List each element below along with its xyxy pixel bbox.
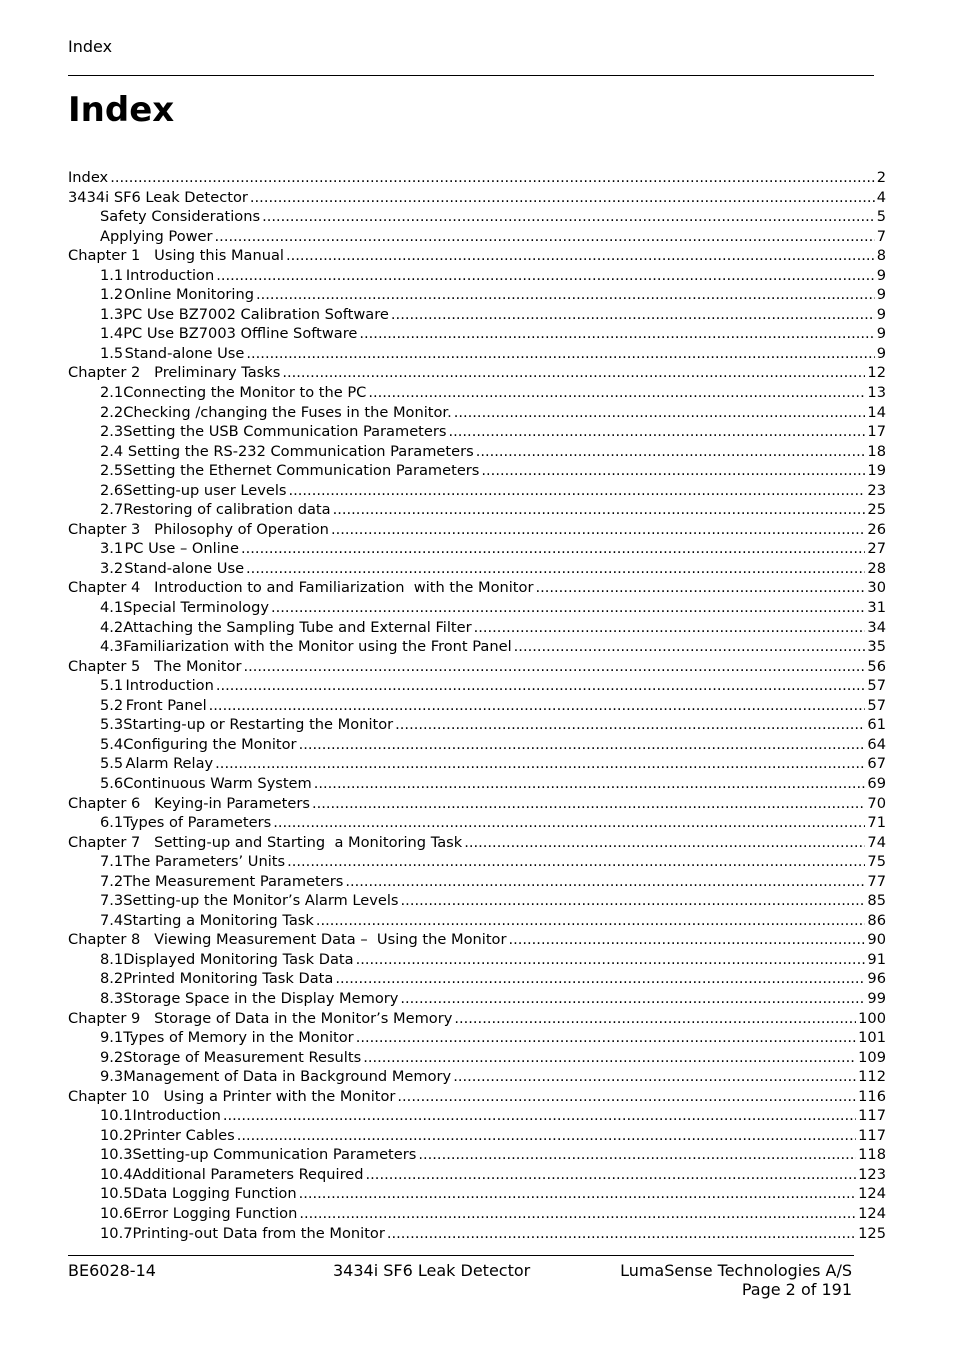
toc-entry[interactable] (68, 267, 886, 287)
toc-leader-dots (331, 521, 865, 538)
toc-entry[interactable] (68, 1088, 886, 1108)
toc-entry-number: 9.1 (100, 1029, 124, 1047)
toc-entry[interactable] (68, 599, 886, 619)
toc-entry-page: 9 (876, 305, 886, 323)
toc-entry-title: Chapter 3 Philosophy of Operation (68, 520, 329, 538)
toc-leader-dots (333, 501, 866, 518)
toc-leader-dots (464, 834, 865, 851)
toc-leader-dots (401, 892, 866, 909)
toc-entry-page: 64 (867, 735, 886, 753)
toc-entry-number: 8.1 (100, 950, 124, 968)
footer-page-label: Page 2 of 191 (741, 1280, 852, 1299)
toc-entry-title: Printing-out Data from the Monitor (132, 1224, 385, 1242)
toc-entry-number: 8.3 (100, 989, 124, 1007)
toc-leader-dots (262, 208, 875, 225)
toc-entry-number: 5.4 (100, 735, 124, 753)
toc-entry[interactable] (68, 853, 886, 873)
toc-entry[interactable] (68, 1068, 886, 1088)
toc-entry-title: Setting-up user Levels (123, 481, 287, 499)
toc-entry-title: Chapter 9 Storage of Data in the Monitor’s Memory (68, 1009, 453, 1027)
toc-entry[interactable] (68, 795, 886, 815)
toc-entry-page: 109 (858, 1048, 886, 1066)
toc-entry-title: Chapter 4 Introduction to and Familiarization with the Monitor (68, 579, 534, 597)
toc-entry[interactable] (68, 1205, 886, 1225)
toc-entry[interactable] (68, 306, 886, 326)
toc-entry-number: 1.4 (100, 325, 124, 343)
toc-entry-title: PC Use – Online (124, 540, 240, 558)
toc-entry-page: 8 (876, 247, 886, 265)
toc-entry-title: 3434i SF6 Leak Detector (68, 188, 248, 206)
toc-entry[interactable] (68, 775, 886, 795)
toc-leader-dots (237, 1127, 856, 1144)
toc-entry[interactable] (68, 1029, 886, 1049)
toc-entry[interactable] (68, 384, 886, 404)
toc-entry-number: 2.5 (100, 462, 124, 480)
toc-entry-number: 10.3 (100, 1146, 133, 1164)
toc-entry-page: 85 (867, 892, 886, 910)
toc-leader-dots (400, 990, 865, 1007)
toc-entry[interactable] (68, 521, 886, 541)
toc-entry[interactable] (68, 619, 886, 639)
toc-leader-dots (271, 599, 865, 616)
toc-entry-page: 118 (858, 1146, 886, 1164)
toc-entry-page: 30 (867, 579, 886, 597)
toc-entry-number: 7.3 (100, 892, 124, 910)
toc-entry[interactable] (68, 579, 886, 599)
toc-leader-dots (356, 951, 866, 968)
footer-right (560, 1261, 852, 1299)
toc-entry-title: The Parameters’ Units (123, 853, 286, 871)
toc-entry[interactable] (68, 423, 886, 443)
toc-entry-number: 7.1 (100, 853, 124, 871)
toc-entry-page: 4 (876, 188, 886, 206)
toc-entry-page: 5 (876, 208, 886, 226)
toc-leader-dots (418, 1146, 856, 1163)
toc-entry[interactable] (68, 462, 886, 482)
toc-entry[interactable] (68, 658, 886, 678)
toc-entry[interactable] (68, 1010, 886, 1030)
toc-leader-dots (454, 404, 866, 421)
toc-entry-number: 10.7 (100, 1224, 133, 1242)
toc-entry[interactable] (68, 892, 886, 912)
toc-entry-page: 9 (876, 325, 886, 343)
toc-entry[interactable] (68, 814, 886, 834)
toc-entry-title: Configuring the Monitor (123, 735, 297, 753)
toc-entry-number: 2.2 (100, 403, 124, 421)
toc-leader-dots (454, 1010, 856, 1027)
toc-entry[interactable] (68, 912, 886, 932)
toc-entry-page: 56 (867, 657, 886, 675)
toc-entry-page: 70 (867, 794, 886, 812)
toc-entry-title: Displayed Monitoring Task Data (123, 950, 354, 968)
toc-entry[interactable] (68, 1127, 886, 1147)
toc-entry-page: 9 (876, 266, 886, 284)
toc-entry[interactable] (68, 1049, 886, 1069)
toc-leader-dots (289, 482, 866, 499)
toc-entry[interactable] (68, 1166, 886, 1186)
toc-entry-title: Safety Considerations (100, 208, 261, 226)
toc-entry-page: 125 (858, 1224, 886, 1242)
toc-entry[interactable] (68, 501, 886, 521)
toc-entry-page: 96 (867, 970, 886, 988)
toc-entry-page: 13 (867, 384, 886, 402)
toc-entry[interactable] (68, 247, 886, 267)
toc-entry-page: 27 (867, 540, 886, 558)
toc-entry-title: Management of Data in Background Memory (123, 1068, 452, 1086)
toc-leader-dots (391, 306, 875, 323)
toc-entry-title: Introduction (125, 266, 215, 284)
toc-entry-title: Attaching the Sampling Tube and External Filter (123, 618, 472, 636)
toc-entry-number: 3.2 (100, 559, 124, 577)
toc-entry-page: 112 (858, 1068, 886, 1086)
toc-leader-dots (215, 228, 875, 245)
toc-entry[interactable] (68, 970, 886, 990)
toc-entry-page: 74 (867, 833, 886, 851)
toc-entry[interactable] (68, 638, 886, 658)
toc-entry-title: Chapter 6 Keying-in Parameters (68, 794, 310, 812)
footer-doc-id: BE6028-14 (68, 1261, 156, 1280)
toc-entry-number: 10.5 (100, 1185, 133, 1203)
toc-leader-dots (256, 286, 875, 303)
toc-entry[interactable] (68, 716, 886, 736)
toc-leader-dots (345, 873, 865, 890)
toc-leader-dots (514, 638, 866, 655)
toc-entry-page: 31 (867, 599, 886, 617)
toc-entry-page: 124 (858, 1185, 886, 1203)
toc-entry-number: 1.1 (100, 266, 124, 284)
toc-entry[interactable] (68, 697, 886, 717)
toc-entry[interactable] (68, 345, 886, 365)
toc-entry[interactable] (68, 1225, 886, 1245)
toc-entry-page: 67 (867, 755, 886, 773)
toc-entry-page: 61 (867, 716, 886, 734)
toc-leader-dots (366, 1166, 857, 1183)
toc-entry-title: PC Use BZ7003 Offline Software (123, 325, 358, 343)
toc-entry-number: 1.5 (100, 344, 124, 362)
footer-product: 3434i SF6 Leak Detector (333, 1261, 531, 1280)
toc-entry[interactable] (68, 443, 886, 463)
toc-leader-dots (250, 189, 875, 206)
toc-entry[interactable] (68, 931, 886, 951)
toc-leader-dots (363, 1049, 856, 1066)
toc-entry-number: 5.5 (100, 755, 124, 773)
toc-entry-page: 75 (867, 853, 886, 871)
toc-entry[interactable] (68, 1107, 886, 1127)
toc-leader-dots (216, 267, 875, 284)
toc-entry-title: Printer Cables (132, 1126, 235, 1144)
toc-entry[interactable] (68, 1146, 886, 1166)
toc-entry-number: 5.3 (100, 716, 124, 734)
toc-leader-dots (395, 716, 865, 733)
toc-leader-dots (359, 325, 874, 342)
toc-entry-title: Chapter 8 Viewing Measurement Data – Using the Monitor (68, 931, 507, 949)
toc-entry-page: 101 (858, 1029, 886, 1047)
toc-entry-number: 5.6 (100, 774, 124, 792)
toc-leader-dots (474, 619, 866, 636)
toc-leader-dots (282, 364, 865, 381)
toc-entry-title: Checking /changing the Fuses in the Monitor. (123, 403, 452, 421)
toc-entry-title: Stand-alone Use (124, 344, 245, 362)
toc-entry-page: 12 (867, 364, 886, 382)
toc-entry-page: 57 (867, 677, 886, 695)
toc-entry-page: 2 (876, 169, 886, 186)
toc-leader-dots (216, 677, 866, 694)
toc-entry-number: 7.4 (100, 911, 124, 929)
toc-leader-dots (246, 560, 865, 577)
toc-entry-number: 1.2 (100, 286, 124, 304)
toc-entry-title: Setting-up Communication Parameters (132, 1146, 417, 1164)
toc-leader-dots (110, 169, 875, 186)
toc-entry-number: 10.6 (100, 1204, 133, 1222)
toc-entry-title: Chapter 2 Preliminary Tasks (68, 364, 281, 382)
toc-leader-dots (286, 247, 875, 264)
toc-entry[interactable] (68, 169, 886, 189)
toc-entry-title: Online Monitoring (124, 286, 255, 304)
toc-entry-number: 8.2 (100, 970, 124, 988)
toc-leader-dots (312, 795, 865, 812)
toc-entry-title: Connecting the Monitor to the PC (123, 384, 367, 402)
toc-entry-title: Chapter 7 Setting-up and Starting a Monitoring Task (68, 833, 463, 851)
toc-entry-page: 117 (858, 1126, 886, 1144)
toc-entry-page: 14 (867, 403, 886, 421)
toc-leader-dots (299, 1205, 856, 1222)
toc-entry[interactable] (68, 990, 886, 1010)
toc-entry-title: Introduction (132, 1107, 221, 1125)
toc-entry-page: 9 (876, 286, 886, 304)
toc-leader-dots (209, 697, 866, 714)
header-rule (68, 75, 874, 76)
toc-entry-number: 4.2 (100, 618, 124, 636)
toc-entry-number: 3.1 (100, 540, 124, 558)
toc-entry-title: Chapter 1 Using this Manual (68, 247, 284, 265)
toc-entry[interactable] (68, 208, 886, 228)
toc-entry-number: 5.2 (100, 696, 124, 714)
toc-entry-page: 71 (867, 814, 886, 832)
toc-leader-dots (316, 912, 866, 929)
toc-entry-title: Stand-alone Use (124, 559, 245, 577)
toc-entry-number: 9.2 (100, 1048, 124, 1066)
toc-entry-page: 116 (858, 1087, 886, 1105)
toc-entry-title: Error Logging Function (132, 1204, 298, 1222)
running-header: Index (68, 37, 113, 56)
page-title: Index (68, 90, 175, 130)
toc-entry-page: 19 (867, 462, 886, 480)
toc-entry-title: Starting-up or Restarting the Monitor (123, 716, 394, 734)
toc-entry-title: Additional Parameters Required (132, 1165, 364, 1183)
toc-leader-dots (449, 423, 866, 440)
toc-leader-dots (453, 1068, 856, 1085)
toc-entry-title: Starting a Monitoring Task (123, 911, 314, 929)
footer-company: LumaSense Technologies A/S (620, 1261, 852, 1280)
toc-leader-dots (535, 579, 865, 596)
toc-entry-title: Types of Parameters (123, 814, 272, 832)
toc-entry[interactable] (68, 755, 886, 775)
toc-entry-number: 10.4 (100, 1165, 133, 1183)
toc-entry-title: Applying Power (100, 227, 213, 245)
toc-leader-dots (299, 1185, 857, 1202)
toc-entry-title: Data Logging Function (132, 1185, 297, 1203)
toc-entry-number: 10.1 (100, 1107, 133, 1125)
toc-entry-page: 91 (867, 950, 886, 968)
toc-entry-page: 28 (867, 559, 886, 577)
toc-entry[interactable] (68, 677, 886, 697)
toc-entry[interactable] (68, 482, 886, 502)
toc-entry[interactable] (68, 736, 886, 756)
toc-entry-page: 90 (867, 931, 886, 949)
toc-leader-dots (481, 462, 865, 479)
toc-entry-title: Storage Space in the Display Memory (123, 989, 399, 1007)
toc-entry-number: 4.1 (100, 599, 124, 617)
toc-entry[interactable] (68, 228, 886, 248)
toc-entry[interactable] (68, 951, 886, 971)
toc-entry-page: 117 (858, 1107, 886, 1125)
toc-leader-dots (241, 540, 865, 557)
toc-entry-page: 26 (867, 520, 886, 538)
toc-entry-page: 34 (867, 618, 886, 636)
toc-entry-title: Types of Memory in the Monitor (123, 1029, 354, 1047)
toc-entry-page: 124 (858, 1204, 886, 1222)
toc-entry-page: 123 (858, 1165, 886, 1183)
toc-entry[interactable] (68, 560, 886, 580)
toc-entry-number: 6.1 (100, 814, 124, 832)
toc-entry[interactable] (68, 286, 886, 306)
toc-entry-number: 9.3 (100, 1068, 124, 1086)
toc-entry-title: Setting the USB Communication Parameters (123, 423, 447, 441)
toc-leader-dots (314, 775, 866, 792)
toc-entry[interactable] (68, 325, 886, 345)
toc-entry-page: 100 (858, 1009, 886, 1027)
toc-entry[interactable] (68, 1185, 886, 1205)
toc-leader-dots (368, 384, 865, 401)
toc-entry-page: 77 (867, 872, 886, 890)
toc-leader-dots (397, 1088, 856, 1105)
table-of-contents (68, 169, 886, 1244)
toc-entry-title: 2.4 Setting the RS-232 Communication Parameters (100, 442, 474, 460)
toc-entry-title: Familiarization with the Monitor using the Front Panel (123, 638, 512, 656)
toc-leader-dots (273, 814, 865, 831)
toc-entry-number: 10.2 (100, 1126, 133, 1144)
toc-entry-number: 7.2 (100, 872, 124, 890)
toc-entry[interactable] (68, 189, 886, 209)
toc-entry-title: Special Terminology (123, 599, 270, 617)
toc-entry-page: 99 (867, 989, 886, 1007)
toc-entry-title: Index (68, 169, 109, 186)
toc-entry-page: 69 (867, 774, 886, 792)
toc-entry-page: 23 (867, 481, 886, 499)
toc-entry[interactable] (68, 873, 886, 893)
toc-entry-title: PC Use BZ7002 Calibration Software (123, 305, 389, 323)
toc-entry-page: 9 (876, 344, 886, 362)
toc-leader-dots (215, 755, 865, 772)
toc-entry[interactable] (68, 834, 886, 854)
toc-leader-dots (246, 345, 874, 362)
toc-entry[interactable] (68, 404, 886, 424)
toc-entry[interactable] (68, 540, 886, 560)
toc-entry-page: 7 (876, 227, 886, 245)
toc-entry-title: Alarm Relay (125, 755, 214, 773)
toc-entry-number: 2.3 (100, 423, 124, 441)
toc-entry-number: 5.1 (100, 677, 124, 695)
toc-entry-title: Introduction (125, 677, 214, 695)
toc-entry-title: Continuous Warm System (123, 774, 312, 792)
toc-entry-page: 86 (867, 911, 886, 929)
toc-entry-number: 2.1 (100, 384, 124, 402)
toc-entry-title: Front Panel (125, 696, 207, 714)
toc-leader-dots (508, 931, 865, 948)
toc-entry-title: The Measurement Parameters (123, 872, 344, 890)
toc-leader-dots (223, 1107, 856, 1124)
toc-leader-dots (387, 1225, 856, 1242)
toc-entry-page: 18 (867, 442, 886, 460)
toc-entry-title: Storage of Measurement Results (123, 1048, 362, 1066)
footer-rule (68, 1255, 854, 1256)
toc-entry-number: 1.3 (100, 305, 124, 323)
toc-leader-dots (243, 658, 865, 675)
toc-entry-title: Chapter 10 Using a Printer with the Monitor (68, 1087, 396, 1105)
toc-entry-title: Setting-up the Monitor’s Alarm Levels (123, 892, 399, 910)
toc-leader-dots (287, 853, 865, 870)
toc-entry[interactable] (68, 364, 886, 384)
toc-entry-title: Restoring of calibration data (123, 501, 331, 519)
toc-entry-page: 17 (867, 423, 886, 441)
toc-leader-dots (335, 970, 865, 987)
toc-entry-title: Printed Monitoring Task Data (123, 970, 334, 988)
toc-leader-dots (356, 1029, 856, 1046)
toc-entry-title: Chapter 5 The Monitor (68, 657, 242, 675)
toc-entry-number: 2.7 (100, 501, 124, 519)
toc-entry-number: 2.6 (100, 481, 124, 499)
toc-entry-page: 57 (867, 696, 886, 714)
toc-entry-number: 4.3 (100, 638, 124, 656)
toc-leader-dots (476, 443, 866, 460)
toc-entry-page: 25 (867, 501, 886, 519)
toc-leader-dots (299, 736, 866, 753)
toc-entry-page: 35 (867, 638, 886, 656)
toc-entry-title: Setting the Ethernet Communication Parameters (123, 462, 480, 480)
